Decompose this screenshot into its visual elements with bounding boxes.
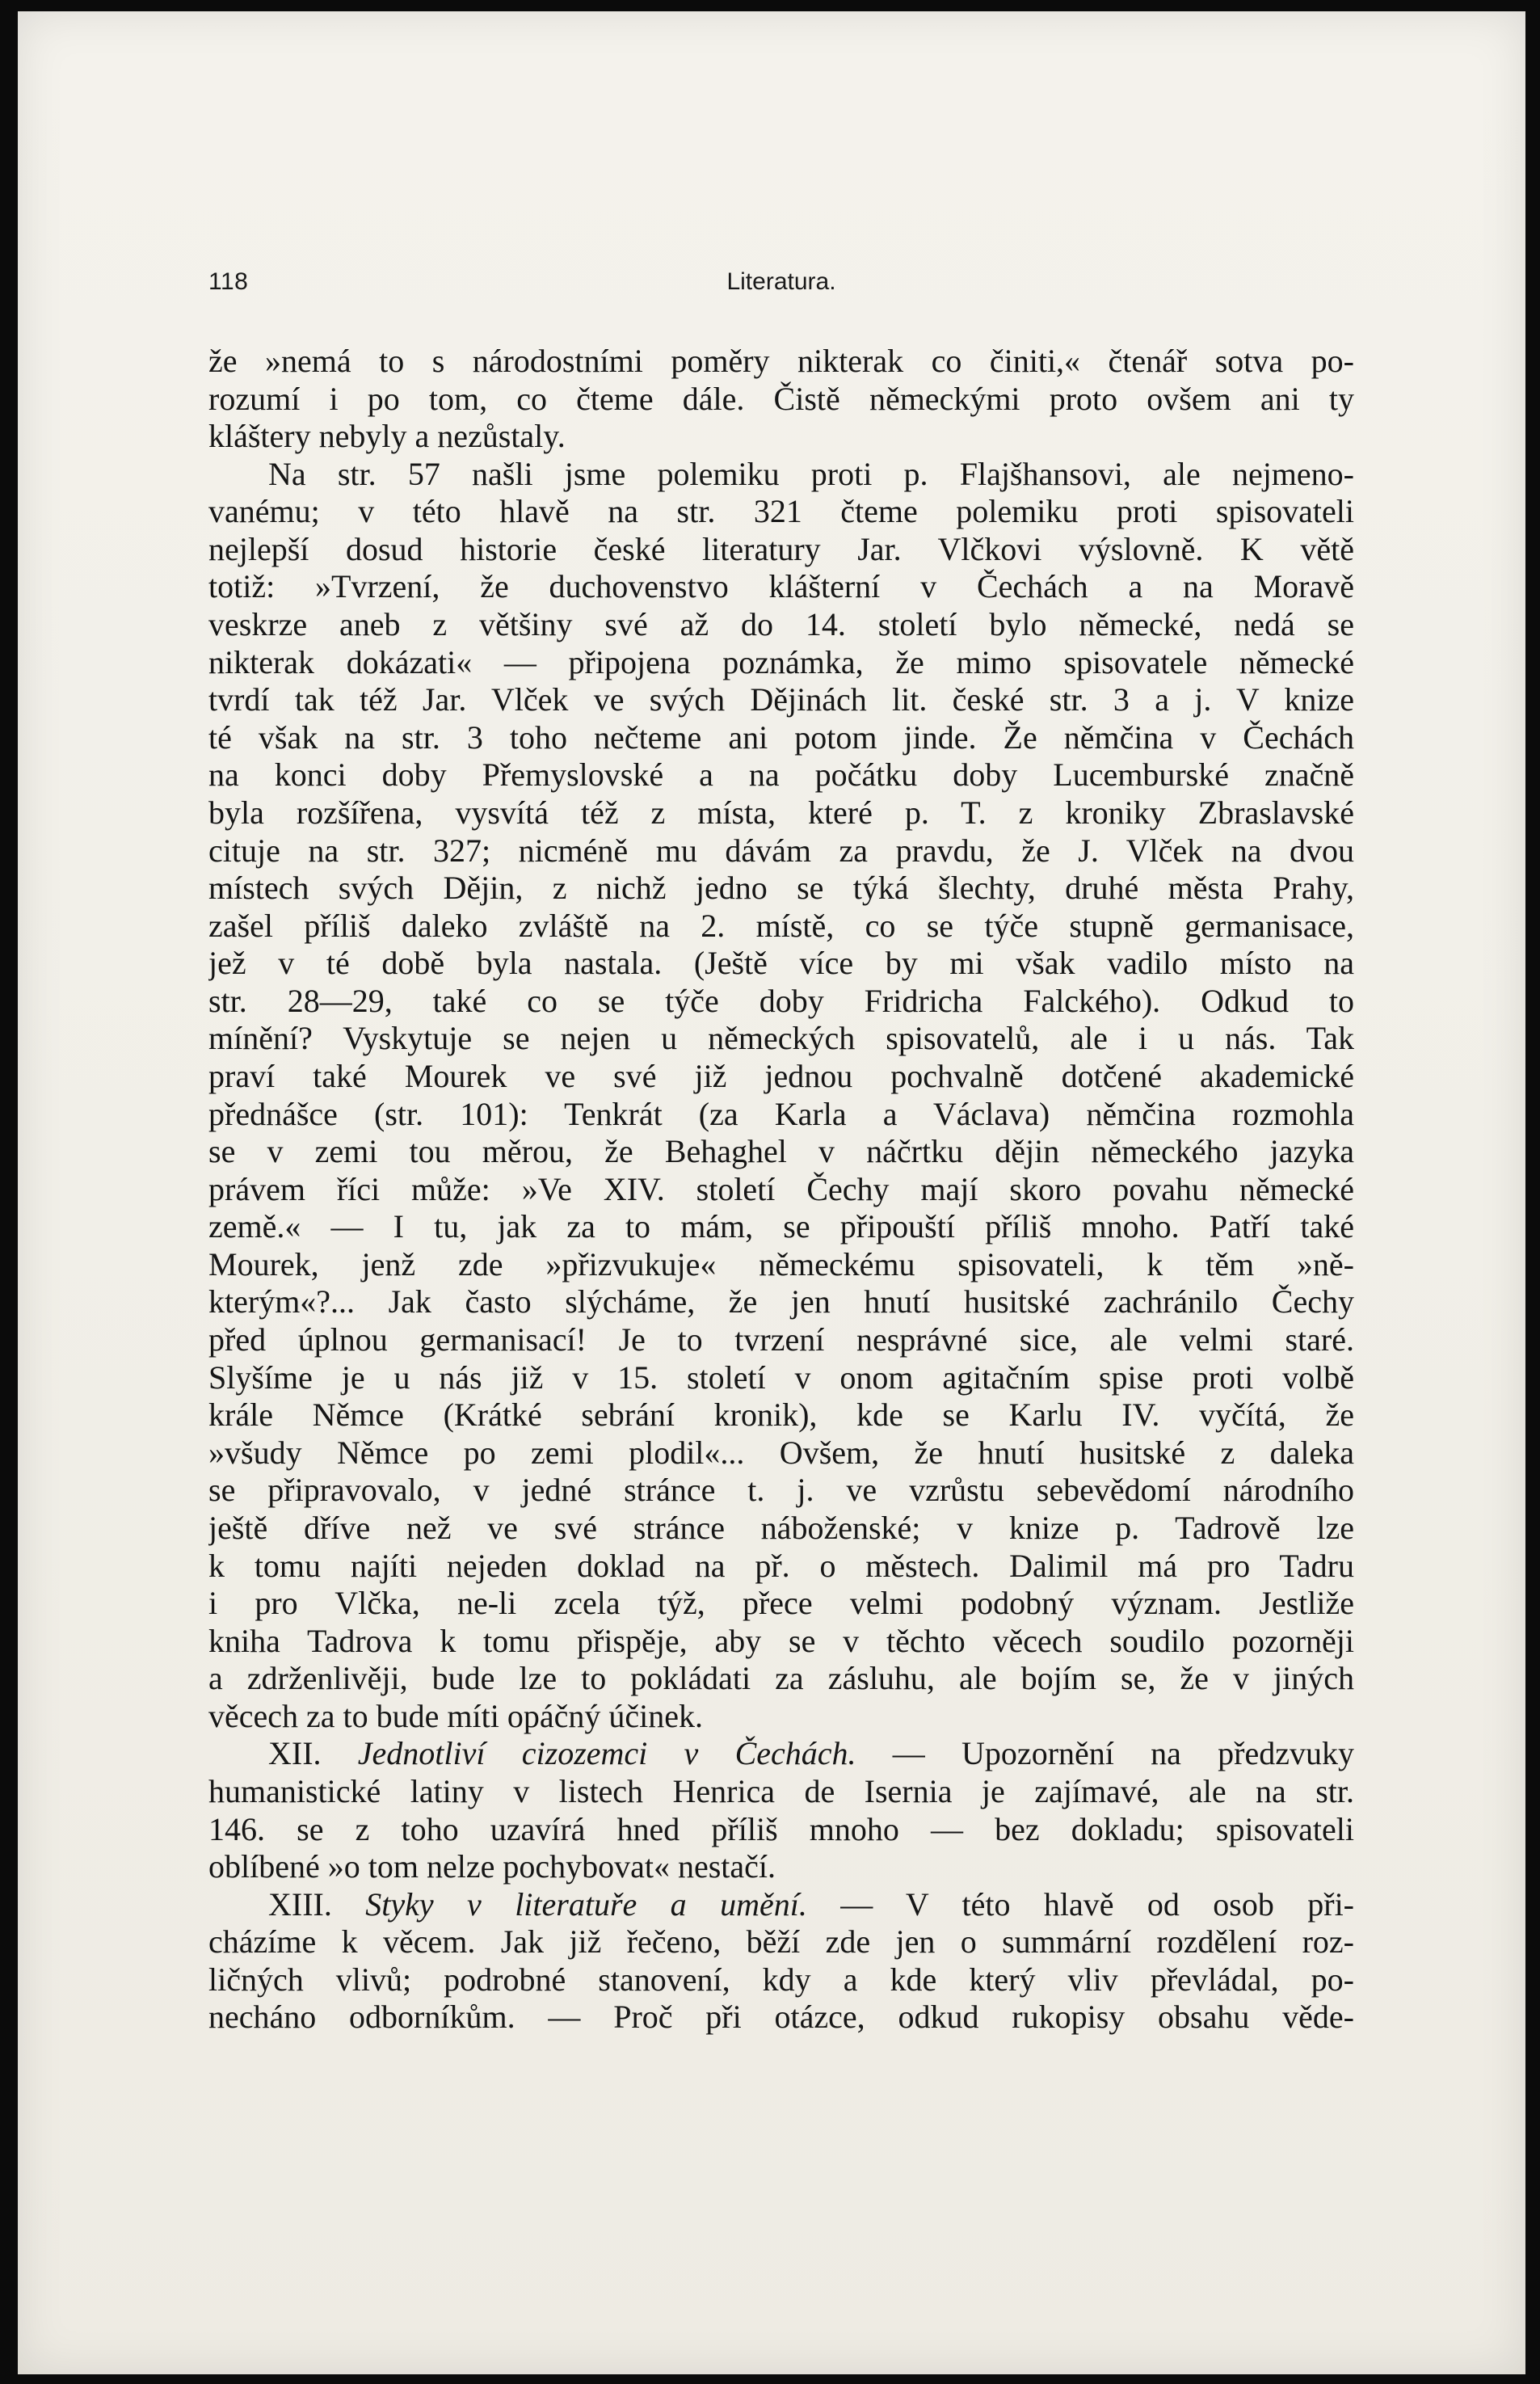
text-line: kterým«?... Jak často slýcháme, že jen hnutí husitské zachránilo Čechy	[208, 1283, 1354, 1320]
text-line: oblíbené »o tom nelze pochybovat« nestačí.	[208, 1848, 776, 1885]
section-xii-heading-rest: — Upozornění na předzvuky	[892, 1735, 1354, 1772]
text-line: 146. se z toho uzavírá hned příliš mnoho — bez dokladu; spisovateli	[208, 1810, 1354, 1847]
text-line: »všudy Němce po zemi plodil«... Ovšem, že hnutí husitské z daleka	[208, 1434, 1354, 1471]
text-line: totiž: »Tvrzení, že duchovenstvo klášterní v Čechách a na Moravě	[208, 568, 1354, 605]
text-line: se v zemi tou měrou, že Behaghel v náčrtku dějin německého jazyka	[208, 1133, 1354, 1170]
text-line: Mourek, jenž zde »přizvukuje« německému spisovateli, k těm »ně-	[208, 1245, 1354, 1283]
text-line: rozumí i po tom, co čteme dále. Čistě německými proto ovšem ani ty	[208, 380, 1354, 417]
text-line: se připravovalo, v jedné stránce t. j. ve vzrůstu sebevědomí národního	[208, 1472, 1354, 1509]
text-line: jež v té době byla nastala. (Ještě více by mi však vadilo místo na	[208, 945, 1354, 982]
text-line: cházíme k věcem. Jak již řečeno, běží zde jen o summární rozdělení roz-	[208, 1923, 1354, 1961]
text-line: cituje na str. 327; nicméně mu dávám za pravdu, že J. Vlček na dvou	[208, 832, 1354, 869]
text-line: vanému; v této hlavě na str. 321 čteme polemiku proti spisovateli	[208, 493, 1354, 530]
text-line: kláštery nebyly a nezůstaly.	[208, 418, 566, 455]
section-xii-heading-line	[208, 1735, 1354, 1773]
text-line: tvrdí tak též Jar. Vlček ve svých Dějinách lit. české str. 3 a j. V knize	[208, 681, 1354, 718]
text-line: krále Němce (Krátké sebrání kronik), kde se Karlu IV. vyčítá, že	[208, 1396, 1354, 1434]
text-line: věcech za to bude míti opáčný účinek.	[208, 1697, 703, 1734]
text-line: ještě dříve než ve své stránce náboženské; v knize p. Tadrově lze	[208, 1509, 1354, 1546]
text-line: zašel příliš daleko zvláště na 2. místě, co se týče stupně germanisace,	[208, 907, 1354, 944]
text-line: té však na str. 3 toho nečteme ani potom jinde. Že němčina v Čechách	[208, 718, 1354, 756]
text-line: nikterak dokázati« — připojena poznámka, že mimo spisovatele německé	[208, 643, 1354, 680]
text-line: Slyšíme je u nás již v 15. století v onom agitačním spise proti volbě	[208, 1358, 1354, 1396]
text-line: před úplnou germanisací! Je to tvrzení nesprávné sice, ale velmi staré.	[208, 1321, 1354, 1358]
text-line: i pro Vlčka, ne-li zcela týž, přece velmi podobný význam. Jestliže	[208, 1585, 1354, 1622]
book-page	[18, 11, 1525, 2374]
page-number: 118	[208, 268, 249, 295]
page-header	[208, 268, 1354, 309]
section-xiii-title: Styky v literatuře a umění.	[365, 1885, 807, 1923]
text-line: země.« — I tu, jak za to mám, se připouští příliš mnoho. Patří také	[208, 1208, 1354, 1245]
text-line: mínění? Vyskytuje se nejen u německých spisovatelů, ale i u nás. Tak	[208, 1020, 1354, 1057]
section-xiii-heading-line	[208, 1886, 1354, 1924]
running-head: Literatura.	[726, 268, 836, 295]
text-line: kniha Tadrova k tomu přispěje, aby se v těchto věcech soudilo pozorněji	[208, 1622, 1354, 1659]
text-line: místech svých Dějin, z nichž jedno se týká šlechty, druhé města Prahy,	[208, 870, 1354, 907]
section-xiii-heading-rest: — V této hlavě od osob při-	[840, 1885, 1354, 1923]
text-line: str. 28—29, také co se týče doby Fridricha Falckého). Odkud to	[208, 982, 1354, 1019]
text-line: k tomu najíti nejeden doklad na př. o městech. Dalimil má pro Tadru	[208, 1547, 1354, 1584]
text-line: že »nemá to s národostními poměry nikterak co činiti,« čtenář sotva po-	[208, 343, 1354, 379]
text-line: praví také Mourek ve své již jednou pochvalně dotčené akademické	[208, 1057, 1354, 1094]
text-line: na konci doby Přemyslovské a na počátku doby Lucemburské značně	[208, 756, 1354, 794]
text-line: byla rozšířena, vysvítá též z místa, které p. T. z kroniky Zbraslavské	[208, 794, 1354, 831]
text-line: necháno odborníkům. — Proč při otázce, odkud rukopisy obsahu věde-	[208, 1999, 1354, 2036]
section-xii-numeral: XII.	[268, 1735, 322, 1772]
text-line: právem říci může: »Ve XIV. století Čechy mají skoro povahu německé	[208, 1170, 1354, 1207]
text-line: přednášce (str. 101): Tenkrát (za Karla a Václava) němčina rozmohla	[208, 1095, 1354, 1132]
section-xii-title: Jednotliví cizozemci v Čechách.	[357, 1735, 856, 1772]
text-line: ličných vlivů; podrobné stanovení, kdy a kde který vliv převládal, po-	[208, 1961, 1354, 1998]
body-text	[208, 343, 1354, 2037]
text-line: veskrze aneb z většiny své až do 14. století bylo německé, nedá se	[208, 606, 1354, 643]
text-line: humanistické latiny v listech Henrica de Isernia je zajímavé, ale na str.	[208, 1772, 1354, 1809]
text-line: nejlepší dosud historie české literatury Jar. Vlčkovi výslovně. K větě	[208, 530, 1354, 567]
section-xiii-numeral: XIII.	[268, 1885, 332, 1923]
text-line: a zdrženlivěji, bude lze to pokládati za zásluhu, ale bojím se, že v jiných	[208, 1660, 1354, 1697]
paragraph-first-line: Na str. 57 našli jsme polemiku proti p. Flajšhansovi, ale nejmeno-	[268, 455, 1354, 492]
